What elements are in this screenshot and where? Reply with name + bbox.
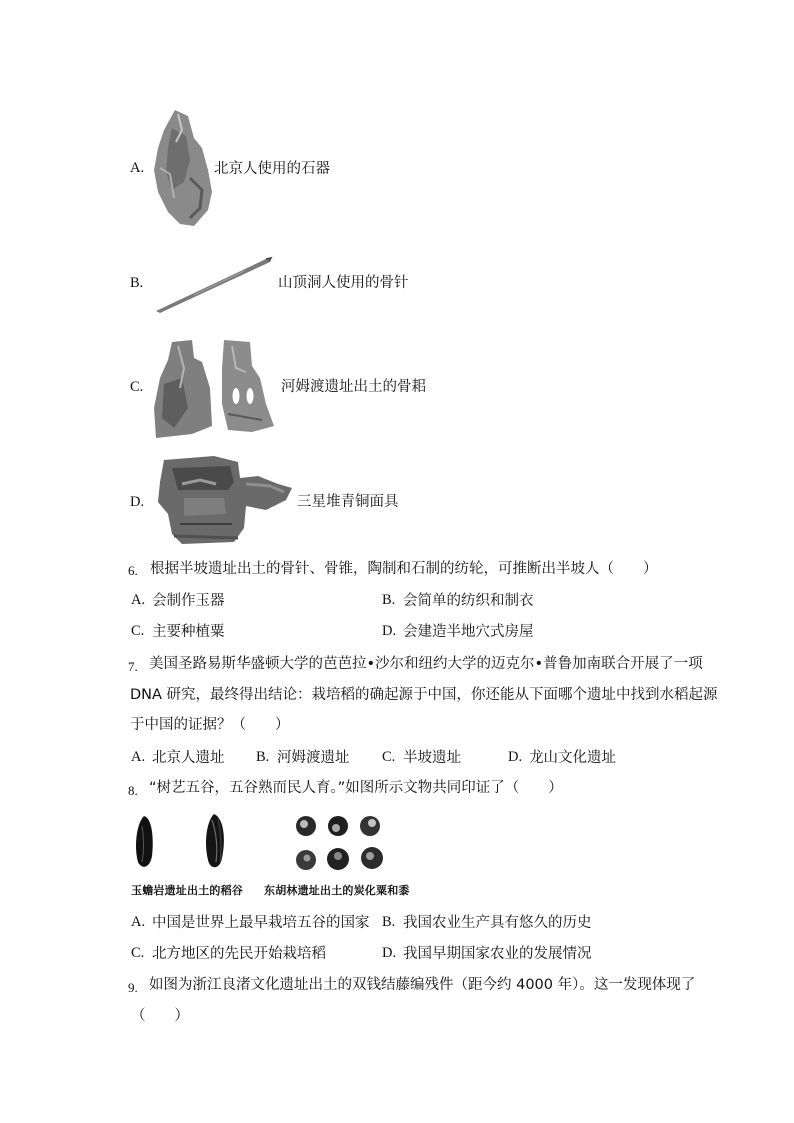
q9-stem: 如图为浙江良渚文化遗址出土的双钱结藤编残件（距今约 4000 年）。这一发现体现了 [149,977,696,993]
q8-stem: “树艺五谷，五谷熟而民人育。”如图所示文物共同印证了（ ） [149,780,563,796]
q6-option-b-letter[interactable]: B. [382,592,396,608]
caption-millet: 东胡林遗址出土的炭化粟和黍 [264,884,410,897]
q5-option-c-letter[interactable]: C. [130,379,144,395]
q5-option-b-letter[interactable]: B. [130,275,144,291]
q8-option-a-letter[interactable]: A. [131,914,146,930]
q7-stem-line-2: DNA 研究，最终得出结论：栽培稻的确起源于中国，你还能从下面哪个遗址中找到水稻起源 [130,687,718,703]
q6-option-a-letter[interactable]: A. [131,592,146,608]
q6-option-a-text: 会制作玉器 [152,593,225,609]
bronze-mask-image [154,454,296,546]
q8-option-b-letter[interactable]: B. [382,914,396,930]
stone-tool-image [150,108,212,228]
q7-stem-line-3: 于中国的证据？（ ） [130,717,290,733]
q8-option-d-text: 我国早期国家农业的发展情况 [403,946,592,962]
q6-option-d-text: 会建造半地穴式房屋 [403,624,534,640]
q7-option-b-text: 河姆渡遗址 [277,750,350,766]
q6-stem: 根据半坡遗址出土的骨针、骨锥，陶制和石制的纺轮，可推断出半坡人（ ） [150,561,658,577]
q7-option-b-letter[interactable]: B. [256,749,270,765]
q8-option-a-text: 中国是世界上最早栽培五谷的国家 [152,915,370,931]
q7-number: 7. [128,659,138,674]
q5-option-a-label: 北京人使用的石器 [214,161,330,177]
q8-number: 8. [128,783,138,798]
q7-option-c-text: 半坡遗址 [403,750,461,766]
q8-option-b-text: 我国农业生产具有悠久的历史 [403,915,592,931]
q6-option-d-letter[interactable]: D. [382,623,397,639]
q8-option-c-text: 北方地区的先民开始栽培稻 [152,946,326,962]
rice-grains-image [130,812,250,872]
bone-needle-image [154,255,274,315]
bone-spade-image [152,338,280,440]
q8-option-c-letter[interactable]: C. [131,945,145,961]
q7-stem-line-1: 美国圣路易斯华盛顿大学的芭芭拉•沙尔和纽约大学的迈克尔•普鲁加南联合开展了一项 [149,656,703,672]
q5-option-b-label: 山顶洞人使用的骨针 [278,275,409,291]
q6-option-b-text: 会简单的纺织和制衣 [403,593,534,609]
q5-option-d-letter[interactable]: D. [130,494,145,510]
q8-option-d-letter[interactable]: D. [382,945,397,961]
q5-option-a-letter[interactable]: A. [130,160,145,176]
q6-option-c-letter[interactable]: C. [131,623,145,639]
millet-grains-image [292,812,386,876]
q7-option-a-text: 北京人遗址 [152,750,225,766]
q9-number: 9. [128,980,138,995]
q5-option-c-label: 河姆渡遗址出土的骨耜 [281,379,426,395]
q6-option-c-text: 主要种植粟 [152,624,225,640]
caption-rice: 玉蟾岩遗址出土的稻谷 [131,884,243,897]
q7-option-c-letter[interactable]: C. [382,749,396,765]
q5-option-d-label: 三星堆青铜面具 [297,494,399,510]
q7-option-d-text: 龙山文化遗址 [529,750,616,766]
q9-answer-paren: （ ） [131,1008,189,1024]
q6-number: 6. [128,563,138,578]
q7-option-d-letter[interactable]: D. [508,749,523,765]
q7-option-a-letter[interactable]: A. [131,749,146,765]
